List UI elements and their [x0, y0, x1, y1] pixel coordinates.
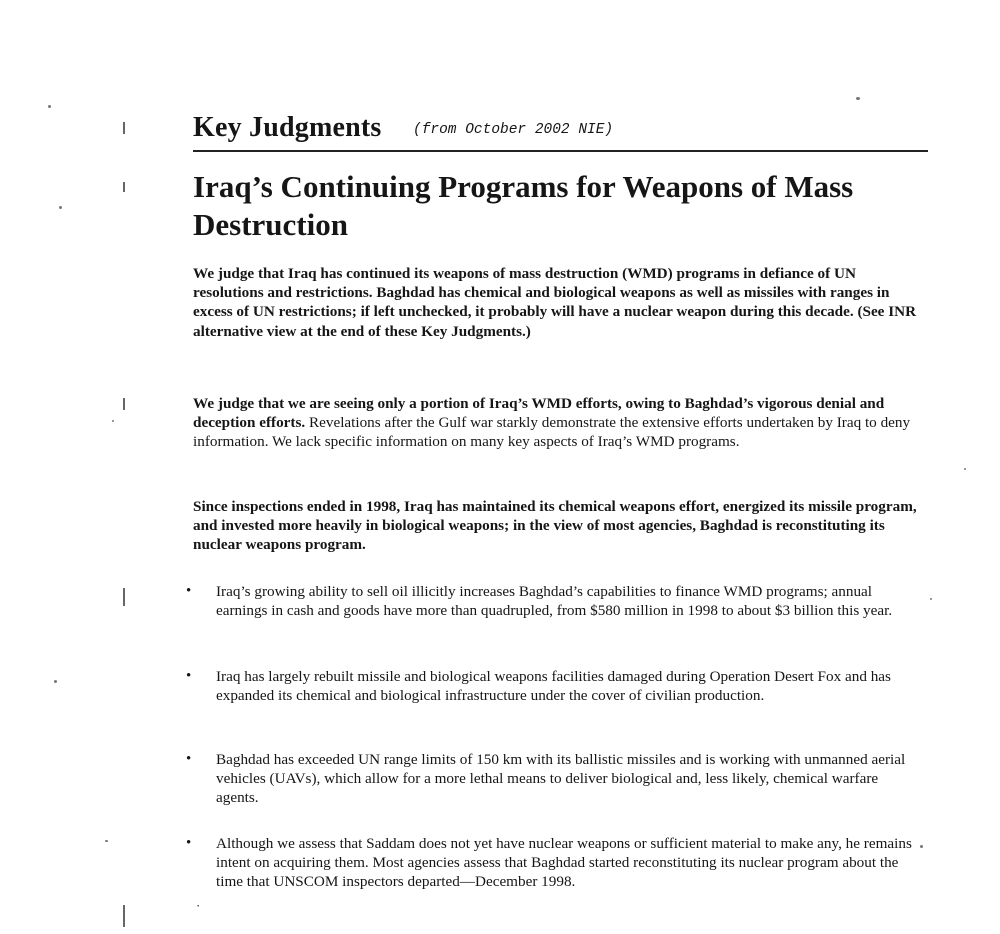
paragraph-3: Since inspections ended in 1998, Iraq has maintained its chemical weapons effort, energized its missile program, and invested more heavily in biological weapons; in the view of most agencies, Baghdad is reconstituting its nuclear weapons program. — [193, 498, 917, 554]
header-subtitle: (from October 2002 NIE) — [413, 122, 614, 138]
bullet-dot: • — [186, 583, 192, 599]
bullet-text: Although we assess that Saddam does not yet have nuclear weapons or sufficient material to make any, he remains intent on acquiring them. Most agencies assess that Baghdad started reconstituting its nuclear program about the time that UNSCOM inspectors departed—December 1998. — [216, 835, 912, 891]
paragraph-1: We judge that Iraq has continued its weapons of mass destruction (WMD) programs in defiance of UN resolutions and restrictions. Baghdad has chemical and biological weapons as well as missiles with ranges in excess of UN restrictions; if left unchecked, it probably will have a nuclear weapon during this decade. (See INR alternative view at the end of these Key Judgments.) — [193, 265, 917, 340]
margin-mark — [123, 588, 125, 606]
scan-speck — [930, 598, 932, 600]
paragraph-2 — [193, 394, 928, 452]
scan-dot: · — [196, 898, 201, 913]
bullet-dot: • — [186, 835, 192, 851]
scan-speck — [105, 840, 108, 842]
document-title: Iraq’s Continuing Programs for Weapons of Mass Destruction — [193, 169, 854, 242]
scan-speck — [856, 97, 860, 100]
key-judgments-header — [193, 112, 928, 152]
paragraph-2-body: Revelations after the Gulf war starkly demonstrate the extensive efforts undertaken by Iraq to deny information. We lack specific information on many key aspects of Iraq’s WMD programs. — [193, 414, 911, 451]
margin-mark — [123, 182, 125, 192]
scan-speck — [112, 420, 114, 422]
paragraph-2-lead: We judge that we are seeing only a portion of Iraq’s WMD efforts, owing to Baghdad’s vigorous denial and deception efforts. — [193, 395, 885, 432]
margin-mark — [123, 398, 125, 410]
bullet-dot: • — [186, 751, 192, 767]
scan-speck — [59, 206, 62, 209]
bullet-text: Iraq has largely rebuilt missile and biological weapons facilities damaged during Operation Desert Fox and has expanded its chemical and biological infrastructure under the cover of civilian production. — [216, 668, 891, 705]
scan-speck — [54, 680, 57, 683]
scan-speck — [920, 845, 923, 848]
margin-mark — [123, 905, 125, 927]
bullet-text: Iraq’s growing ability to sell oil illicitly increases Baghdad’s capabilities to finance WMD programs; annual earnings in cash and goods have more than quadrupled, from $580 million in 1998 to about $3 billion this year. — [216, 583, 893, 620]
bullet-dot: • — [186, 668, 192, 684]
scan-speck — [48, 105, 51, 108]
scan-speck — [964, 468, 966, 470]
margin-mark — [123, 122, 125, 134]
bullet-text: Baghdad has exceeded UN range limits of 150 km with its ballistic missiles and is working with unmanned aerial vehicles (UAVs), which allow for a more lethal means to deliver biological and, less likely, chemical warfare agents. — [216, 751, 906, 807]
header-title: Key Judgments — [193, 112, 382, 143]
